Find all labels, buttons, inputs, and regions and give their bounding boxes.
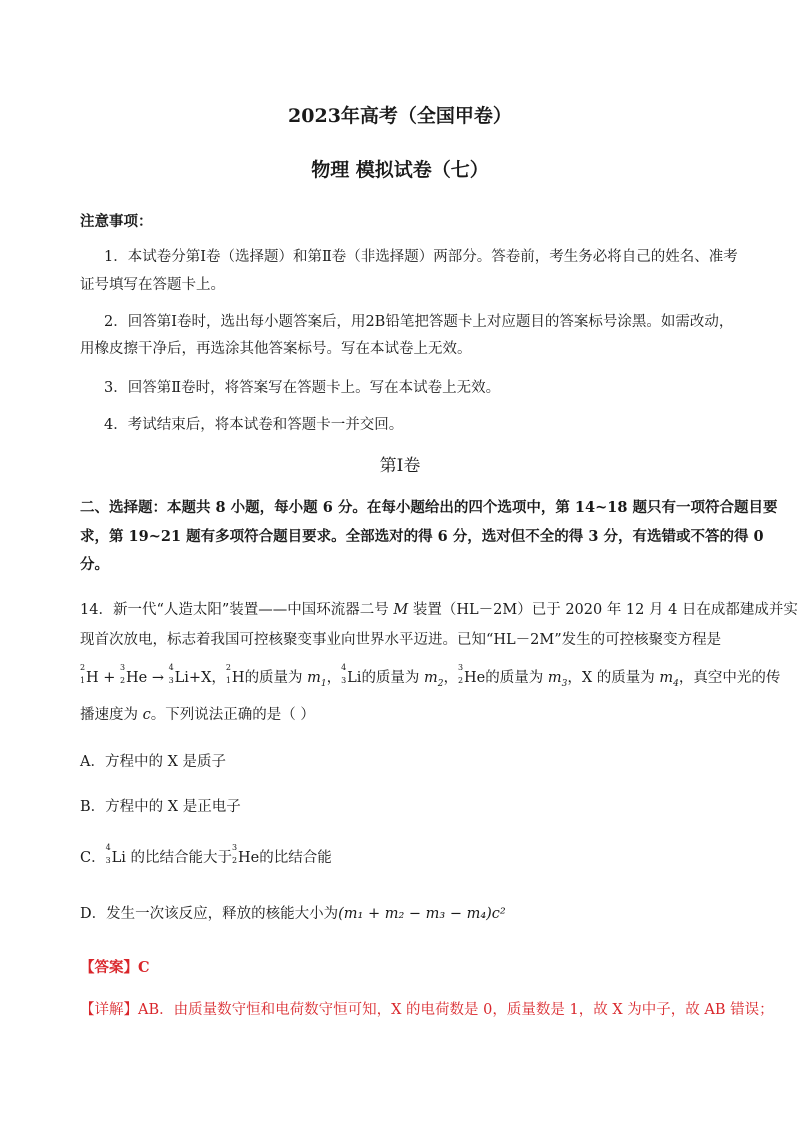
question-text: 14．新一代“人造太阳”装置——中国环流器二号 [80, 602, 394, 618]
answer-label: 【答案】 [80, 959, 138, 976]
note-2-line-2: 用橡皮擦干净后，再选涂其他答案标号。写在本试卷上无效。 [80, 341, 472, 357]
exam-subtitle: 物理 模拟试卷（七） [311, 159, 489, 181]
note-4: 4．考试结束后，将本试卷和答题卡一并交回。 [104, 417, 404, 433]
option-c: C． 4 3 Li 的比结合能大于 3 2 He的比结合能 [80, 843, 332, 866]
nuclide-deuterium: 2 1 H [80, 663, 99, 686]
section-instruction-line-3: 分。 [80, 556, 109, 573]
nuclide-lithium-4: 4 3 Li [168, 663, 189, 686]
detail-text: AB．由质量数守恒和电荷数守恒可知，X 的电荷数是 0，质量数是 1，故 X 为中子，故 AB 错误； [138, 1002, 774, 1018]
question-line-3: 2 1 H + 3 2 He → 4 3 Li+X， 2 1 H的质量为 $m_1$， 4 3 Li的质量为 $m_2$， 3 2 He的质量为 $m_3$，X 的质量为 $m_4$，真空中光的传 [80, 663, 781, 689]
nuclide-helium-3: 3 2 He [458, 663, 486, 686]
energy-expression: (m₁ + m₂ − m₃ − m₄)c² [338, 906, 506, 922]
variable-c: c [142, 707, 151, 723]
note-1-line-1: 1．本试卷分第Ⅰ卷（选择题）和第Ⅱ卷（非选择题）两部分。答卷前，考生务必将自己的姓名、准考 [104, 249, 738, 265]
exam-title: 2023年高考（全国甲卷） [288, 105, 512, 127]
detail-label: 【详解】 [80, 1002, 138, 1018]
particle-x: +X [188, 670, 212, 686]
variable-m: M [393, 602, 409, 618]
question-line-1 [80, 600, 798, 620]
section-title: 第Ⅰ卷 [379, 456, 421, 476]
nuclide-helium-3: 3 2 He [120, 663, 148, 686]
answer-value: C [138, 959, 150, 976]
option-d: D．发生一次该反应，释放的核能大小为(m₁ + m₂ − m₃ − m₄)c² [80, 906, 506, 922]
section-instruction-line-2: 求，第 19~21 题有多项符合题目要求。全部选对的得 6 分，选对但不全的得 3 分，有选错或不答的得 0 [80, 528, 764, 545]
section-instruction-line-1: 二、选择题：本题共 8 小题，每小题 6 分。在每小题给出的四个选项中，第 14~18 题只有一项符合题目要 [80, 499, 778, 516]
question-line-2: 现首次放电，标志着我国可控核聚变事业向世界水平迈进。已知“HL－2M”发生的可控核聚变方程是 [80, 632, 722, 648]
nuclide-lithium-4: 4 3 Li [105, 843, 126, 866]
notes-heading: 注意事项： [80, 213, 153, 230]
reaction-arrow: → [151, 670, 165, 686]
detail-line [80, 1000, 774, 1020]
question-text: 装置（HL－2M）已于 2020 年 12 月 4 日在成都建成并实 [408, 602, 798, 618]
nuclide-deuterium: 2 1 H [225, 663, 245, 686]
note-2-line-1: 2．回答第Ⅰ卷时，选出每小题答案后，用2B铅笔把答题卡上对应题目的答案标号涂黑。如需改动， [104, 314, 734, 330]
answer-line [80, 958, 150, 978]
question-line-4: 播速度为 c。下列说法正确的是（ ） [80, 707, 315, 723]
note-3: 3．回答第Ⅱ卷时，将答案写在答题卡上。写在本试卷上无效。 [104, 380, 501, 396]
note-1-line-2: 证号填写在答题卡上。 [80, 277, 225, 293]
option-a: A．方程中的 X 是质子 [80, 754, 227, 770]
option-b: B．方程中的 X 是正电子 [80, 799, 241, 815]
plus-sign: + [103, 670, 116, 686]
nuclide-lithium-4: 4 3 Li [341, 663, 362, 686]
nuclide-helium-3: 3 2 He [232, 843, 260, 866]
